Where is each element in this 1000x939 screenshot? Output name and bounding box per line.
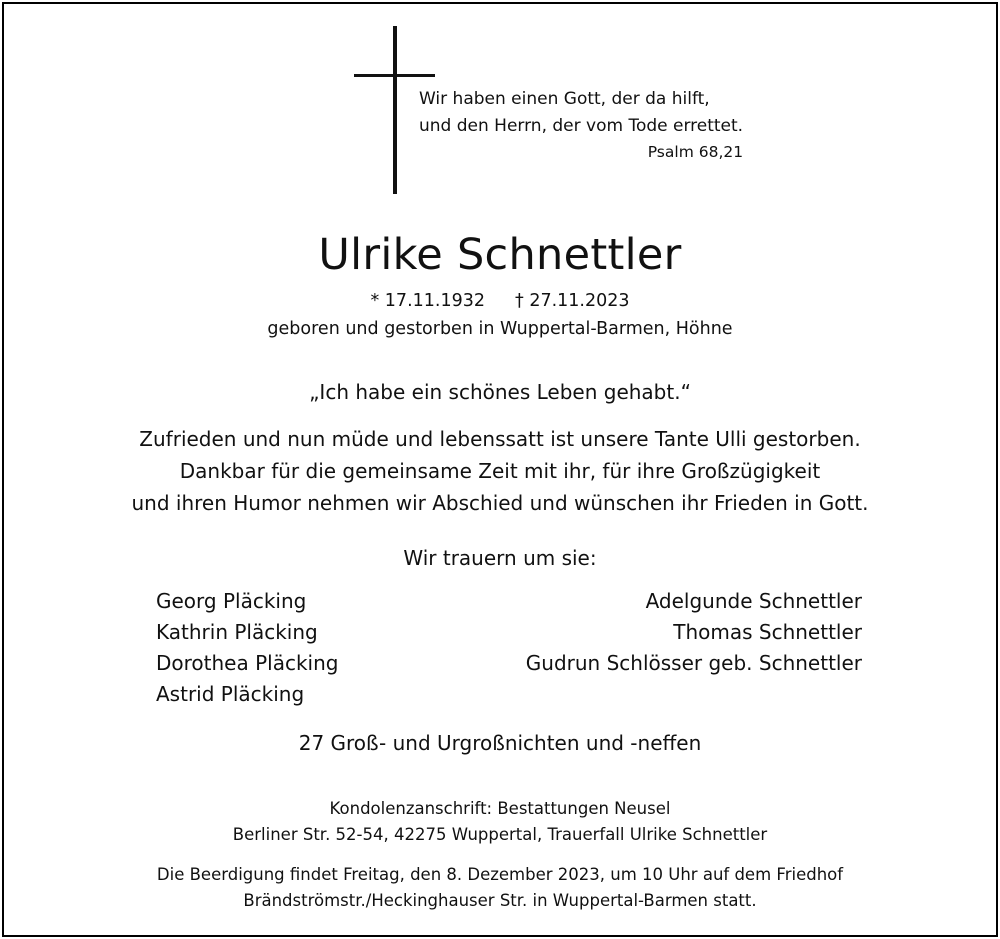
message-line-1: Zufrieden und nun müde und lebenssatt ist unsere Tante Ulli gestorben. [139, 427, 861, 451]
message-line-2: Dankbar für die gemeinsame Zeit mit ihr, für ihre Großzügigkeit [179, 459, 821, 483]
mourner-name: Georg Pläcking [156, 589, 307, 613]
extended-relatives: 27 Groß- und Urgroßnichten und -neffen [298, 731, 702, 755]
death-date: † 27.11.2023 [515, 291, 630, 311]
condolence-line-1: Kondolenzanschrift: Bestattungen Neusel [329, 799, 671, 818]
message-line-3: und ihren Humor nehmen wir Abschied und wünschen ihr Frieden in Gott. [131, 491, 869, 515]
farewell-message [0, 423, 1000, 519]
mourner-name: Kathrin Pläcking [156, 620, 318, 644]
life-dates [0, 289, 1000, 314]
mourner-name: Thomas Schnettler [673, 620, 862, 644]
deceased-name: Ulrike Schnettler [318, 230, 682, 280]
psalm-line-2: und den Herrn, der vom Tode errettet. [419, 116, 744, 136]
mourners-heading: Wir trauern um sie: [403, 546, 597, 570]
psalm-reference: Psalm 68,21 [647, 143, 744, 161]
condolence-line-2: Berliner Str. 52-54, 42275 Wuppertal, Trauerfall Ulrike Schnettler [232, 825, 768, 844]
mourner-name: Adelgunde Schnettler [645, 589, 862, 613]
mourner-name: Astrid Pläcking [156, 682, 305, 706]
mourners-right-column [526, 586, 862, 679]
mourners-left-column [156, 586, 338, 710]
funeral-line-1: Die Beerdigung findet Freitag, den 8. Dezember 2023, um 10 Uhr auf dem Friedhof [156, 865, 844, 884]
personal-quote: „Ich habe ein schönes Leben gehabt.“ [309, 380, 691, 404]
cross-vertical-bar [393, 26, 397, 194]
mourner-name: Dorothea Pläcking [156, 651, 339, 675]
birth-death-place: geboren und gestorben in Wuppertal-Barmen, Höhne [267, 319, 733, 339]
funeral-details [0, 862, 1000, 914]
cross-horizontal-bar [354, 74, 435, 77]
psalm-quote [419, 86, 743, 164]
condolence-address [0, 796, 1000, 848]
birth-date: * 17.11.1932 [370, 291, 485, 311]
mourner-name: Gudrun Schlösser geb. Schnettler [525, 651, 862, 675]
funeral-line-2: Brändströmstr./Heckinghauser Str. in Wuppertal-Barmen statt. [243, 891, 757, 910]
psalm-line-1: Wir haben einen Gott, der da hilft, [419, 89, 710, 109]
